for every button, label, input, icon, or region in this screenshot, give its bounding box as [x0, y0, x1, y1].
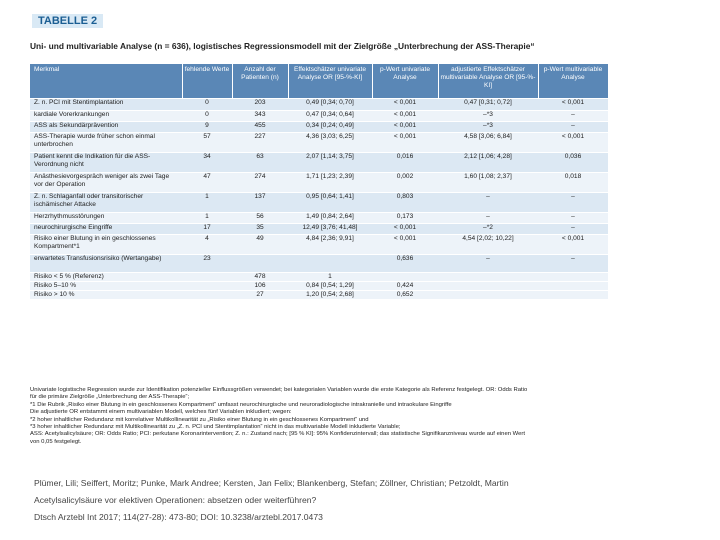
- table-cell-or-uni: 0,49 [0,34; 0,70]: [288, 99, 372, 111]
- table-cell-fehlend: 34: [182, 153, 232, 173]
- table-row: [30, 173, 608, 193]
- table-subcell-empty: [182, 273, 232, 282]
- table-cell-fehlend: 9: [182, 122, 232, 133]
- table-badge-bar: [26, 8, 612, 36]
- table-cell-anzahl: 137: [232, 193, 288, 213]
- table-cell-fehlend: 23: [182, 255, 232, 273]
- table-subcell-empty: [538, 282, 608, 291]
- table-subcell-empty: [538, 291, 608, 300]
- table-cell-fehlend: 0: [182, 99, 232, 111]
- table-cell-merkmal: kardiale Vorerkrankungen: [30, 111, 182, 122]
- col-header-or-uni: Effektschätzer univariate Analyse OR [95-%-KI]: [288, 64, 372, 99]
- table-subcell-anzahl: 27: [232, 291, 288, 300]
- table-subcell-p-uni: 0,652: [372, 291, 438, 300]
- footnote-line: *1 Die Rubrik „Risiko einer Blutung in ein geschlossenes Kompartment“ umfasst neurochirurgische und neuroradiologische intrakranielle und intraokulare Eingriffe: [30, 401, 452, 408]
- table-row: [30, 235, 608, 255]
- table-cell-anzahl: 35: [232, 224, 288, 235]
- table-cell-p-multi: < 0,001: [538, 99, 608, 111]
- table-cell-anzahl: 203: [232, 99, 288, 111]
- table-cell-merkmal: Risiko einer Blutung in ein geschlossenes Kompartment*1: [30, 235, 182, 255]
- table-cell-p-multi: –: [538, 122, 608, 133]
- col-header-p-multi: p-Wert multivariable Analyse: [538, 64, 608, 99]
- table-cell-or-multi: –*2: [438, 224, 538, 235]
- citation-authors: Plümer, Lili; Seiffert, Moritz; Punke, Mark Andree; Kersten, Jan Felix; Blankenberg, Stefan; Zöllner, Christian; Petzoldt, Martin: [34, 478, 509, 488]
- table-cell-p-multi: 0,036: [538, 153, 608, 173]
- table-cell-or-uni: 0,47 [0,34; 0,64]: [288, 111, 372, 122]
- table-cell-merkmal: Anästhesievorgespräch weniger als zwei Tage vor der Operation: [30, 173, 182, 193]
- footnote-line: ASS: Acetylsalicylsäure; OR: Odds Ratio; PCI: perkutane Koronarintervention; Z. n.: Zustand nach; [95 % KI]: 95% Konfidenzintervall; das statistische Signifikanzniveau wurde auf einen Wert: [30, 431, 525, 438]
- table-cell-or-uni: 0,95 [0,64; 1,41]: [288, 193, 372, 213]
- table-subcell-empty: [438, 282, 538, 291]
- table-cell-p-multi: –: [538, 193, 608, 213]
- table-figure: [26, 8, 612, 458]
- citation-title: Acetylsalicylsäure vor elektiven Operationen: absetzen oder weiterführen?: [34, 495, 317, 505]
- table-cell-p-uni: 0,016: [372, 153, 438, 173]
- table-cell-or-uni: 4,36 [3,03; 6,25]: [288, 133, 372, 153]
- table-cell-merkmal: Herzrhythmusstörungen: [30, 213, 182, 224]
- table-cell-p-uni: < 0,001: [372, 122, 438, 133]
- table-subcell-or-uni: 1,20 [0,54; 2,68]: [288, 291, 372, 300]
- table-cell-or-multi: 2,12 [1,06; 4,28]: [438, 153, 538, 173]
- table-cell-p-uni: < 0,001: [372, 133, 438, 153]
- footnote-line: *2 hoher inhaltlicher Redundanz mit korrelativer Multikollinearität zu „Risiko einer Blutung in ein geschlossenes Kompartment“ und: [30, 416, 369, 423]
- col-header-or-multi: adjustierte Effektschätzer multivariable Analyse OR [95-%-KI]: [438, 64, 538, 99]
- table-footnotes: [30, 387, 608, 446]
- table-cell-anzahl: 274: [232, 173, 288, 193]
- table-row: [30, 153, 608, 173]
- table-cell-p-multi: 0,018: [538, 173, 608, 193]
- table-subcell-merkmal: Risiko < 5 % (Referenz): [30, 273, 182, 282]
- table-cell-anzahl: 343: [232, 111, 288, 122]
- table-cell-or-multi: 4,58 [3,06; 6,84]: [438, 133, 538, 153]
- table-row: [30, 99, 608, 111]
- table-cell-anzahl: 227: [232, 133, 288, 153]
- table-cell-or-multi: 4,54 [2,02; 10,22]: [438, 235, 538, 255]
- table-subcell-empty: [182, 291, 232, 300]
- table-cell-merkmal: Z. n. PCI mit Stentimplantation: [30, 99, 182, 111]
- table-cell-p-multi: < 0,001: [538, 133, 608, 153]
- table-subcell-empty: [182, 282, 232, 291]
- table-cell-or-uni: 4,84 [2,36; 9,91]: [288, 235, 372, 255]
- table-cell-merkmal: erwartetes Transfusionsrisiko (Wertangabe): [30, 255, 182, 273]
- table-cell-merkmal: ASS-Therapie wurde früher schon einmal unterbrochen: [30, 133, 182, 153]
- table-row: [30, 133, 608, 153]
- table-subcell-or-uni: 0,84 [0,54; 1,29]: [288, 282, 372, 291]
- table-cell-or-multi: –: [438, 193, 538, 213]
- table-cell-p-uni: 0,002: [372, 173, 438, 193]
- table-cell-fehlend: 4: [182, 235, 232, 255]
- table-cell-anzahl: 49: [232, 235, 288, 255]
- table-cell-p-uni: < 0,001: [372, 224, 438, 235]
- table-row: [30, 111, 608, 122]
- table-subcell-empty: [438, 273, 538, 282]
- table-subcell-empty: [438, 291, 538, 300]
- footnote-line: von 0,05 festgelegt.: [30, 438, 82, 445]
- table-cell-or-uni: 1,49 [0,84; 2,64]: [288, 213, 372, 224]
- table-cell-p-uni: < 0,001: [372, 99, 438, 111]
- table-body: [30, 99, 608, 300]
- table-subcell-anzahl: 106: [232, 282, 288, 291]
- citation-source: Dtsch Arztebl Int 2017; 114(27-28): 473-80; DOI: 10.3238/arztebl.2017.0473: [34, 512, 323, 522]
- table-cell-p-uni: < 0,001: [372, 111, 438, 122]
- table-cell-p-multi: –: [538, 111, 608, 122]
- col-header-anzahl: Anzahl der Patienten (n): [232, 64, 288, 99]
- col-header-p-uni: p-Wert univariate Analyse: [372, 64, 438, 99]
- table-subcell-merkmal: Risiko 5–10 %: [30, 282, 182, 291]
- table-subrow: [30, 282, 608, 291]
- table-cell-merkmal: Patient kennt die Indikation für die ASS-Verordnung nicht: [30, 153, 182, 173]
- table-row: [30, 224, 608, 235]
- table-cell-fehlend: 17: [182, 224, 232, 235]
- table-cell-p-uni: < 0,001: [372, 235, 438, 255]
- table-caption: Uni- und multivariable Analyse (n = 636), logistisches Regressionsmodell mit der Zielgröße „Unterbrechung der ASS-Therapie“: [30, 41, 535, 51]
- table-cell-fehlend: 47: [182, 173, 232, 193]
- table-row: [30, 122, 608, 133]
- footnote-line: *3 hoher inhaltlicher Redundanz mit Multikollinearität zu „Z. n. PCI und Stentimplantation“ nicht in das multivariable Modell inkludierte Variable;: [30, 424, 401, 431]
- table-cell-p-uni: 0,636: [372, 255, 438, 273]
- table-cell-or-multi: –*3: [438, 122, 538, 133]
- table-cell-merkmal: Z. n. Schlaganfall oder transitorischer ischämischer Attacke: [30, 193, 182, 213]
- table-subcell-p-uni: 0,424: [372, 282, 438, 291]
- table-cell-or-multi: –: [438, 255, 538, 273]
- table-cell-or-uni: 2,07 [1,14; 3,75]: [288, 153, 372, 173]
- table-row: [30, 193, 608, 213]
- table-row: [30, 213, 608, 224]
- citation: [34, 475, 509, 526]
- table-subcell-merkmal: Risiko > 10 %: [30, 291, 182, 300]
- table-subrow: [30, 291, 608, 300]
- table-cell-fehlend: 0: [182, 111, 232, 122]
- table-cell-or-multi: 1,60 [1,08; 2,37]: [438, 173, 538, 193]
- table-cell-fehlend: 57: [182, 133, 232, 153]
- table-cell-p-multi: –: [538, 255, 608, 273]
- table-cell-anzahl: 455: [232, 122, 288, 133]
- col-header-fehlend: fehlende Werte: [182, 64, 232, 99]
- table-cell-or-multi: –*3: [438, 111, 538, 122]
- results-table: [30, 64, 609, 299]
- table-cell-p-uni: 0,803: [372, 193, 438, 213]
- footnote-line: für die primäre Zielgröße „Unterbrechung der ASS-Therapie“;: [30, 394, 190, 401]
- table-cell-anzahl: [232, 255, 288, 273]
- table-cell-p-multi: –: [538, 224, 608, 235]
- table-cell-p-multi: < 0,001: [538, 235, 608, 255]
- table-row: [30, 255, 608, 273]
- table-cell-merkmal: ASS als Sekundärprävention: [30, 122, 182, 133]
- table-subcell-anzahl: 478: [232, 273, 288, 282]
- table-subcell-p-uni: [372, 273, 438, 282]
- table-cell-fehlend: 1: [182, 213, 232, 224]
- table-badge: TABELLE 2: [32, 14, 103, 28]
- table-cell-or-uni: [288, 255, 372, 273]
- table-cell-anzahl: 56: [232, 213, 288, 224]
- table-cell-or-multi: 0,47 [0,31; 0,72]: [438, 99, 538, 111]
- col-header-merkmal: Merkmal: [30, 64, 182, 99]
- table-cell-fehlend: 1: [182, 193, 232, 213]
- table-subcell-or-uni: 1: [288, 273, 372, 282]
- table-subrow: [30, 273, 608, 282]
- table-cell-anzahl: 63: [232, 153, 288, 173]
- table-cell-p-multi: –: [538, 213, 608, 224]
- table-cell-or-uni: 0,34 [0,24; 0,49]: [288, 122, 372, 133]
- table-cell-or-uni: 12,49 [3,76; 41,48]: [288, 224, 372, 235]
- table-cell-or-uni: 1,71 [1,23; 2,39]: [288, 173, 372, 193]
- table-cell-or-multi: –: [438, 213, 538, 224]
- table-cell-p-uni: 0,173: [372, 213, 438, 224]
- footnote-line: Die adjustierte OR entstammt einem multivariablen Modell, welches fünf Variablen inkludiert; wegen:: [30, 409, 292, 416]
- table-header-row: [30, 64, 608, 99]
- table-cell-merkmal: neurochirurgische Eingriffe: [30, 224, 182, 235]
- footnote-line: Univariate logistische Regression wurde zur Identifikation potenzieller Einflussgrößen verwendet; bei kategorialen Variablen wurde die erste Kategorie als Referenz festgelegt. OR: Odds Ratio: [30, 387, 528, 393]
- table-subcell-empty: [538, 273, 608, 282]
